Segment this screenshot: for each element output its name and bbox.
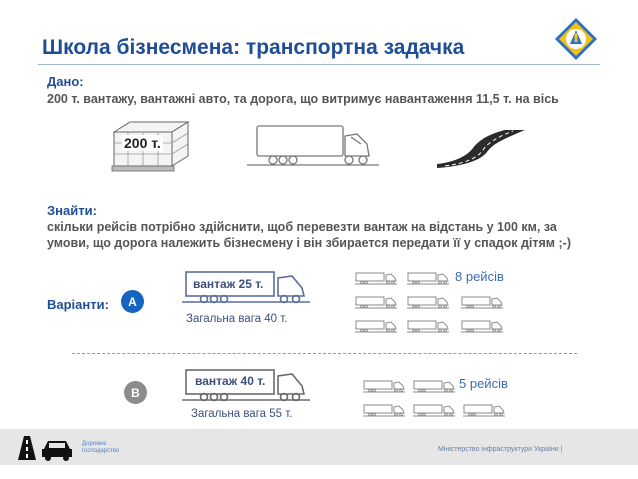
ukraine-road-emblem-icon	[553, 16, 599, 62]
cargo-weight-label: 200 т.	[124, 135, 161, 151]
find-text: скільки рейсів потрібно здійснити, щоб перевезти вантаж на відстань у 100 км, за умови, що дорога належить бізнесмену і він збирается передати її у спадок дітям ;-)	[47, 220, 571, 250]
small-truck-icon	[362, 378, 406, 394]
small-truck-icon	[362, 402, 406, 418]
small-truck-icon	[354, 270, 398, 286]
winding-road-icon	[435, 126, 527, 170]
variant-b-trips-count: 5 рейсів	[459, 376, 508, 391]
variants-separator	[72, 353, 577, 354]
small-truck-icon	[462, 402, 506, 418]
page-title: Школа бізнесмена: транспортна задачка	[42, 36, 465, 59]
small-truck-icon	[406, 318, 450, 334]
small-truck-icon	[354, 294, 398, 310]
truck-a-cargo-label: вантаж 25 т.	[193, 277, 264, 291]
small-truck-icon	[406, 294, 450, 310]
small-truck-icon	[406, 270, 450, 286]
small-truck-icon	[354, 318, 398, 334]
truck-b-cargo-label: вантаж 40 т.	[195, 374, 266, 388]
find-heading: Знайти:	[47, 203, 97, 218]
title-divider	[38, 64, 600, 65]
footer-org-line2: господарство	[82, 448, 120, 454]
small-truck-icon	[412, 378, 456, 394]
footer-org-line1: Дорожнє	[82, 441, 107, 447]
small-truck-icon	[412, 402, 456, 418]
footer-ministry-name: Міністерство інфраструктури України |	[438, 446, 563, 453]
small-truck-icon	[460, 318, 504, 334]
variant-a-trips-count: 8 рейсів	[455, 269, 504, 284]
small-truck-icon	[460, 294, 504, 310]
variant-b-badge: B	[124, 381, 147, 404]
road-and-car-logo-icon	[14, 435, 76, 461]
truck-b-total-weight: Загальна вага 55 т.	[191, 408, 293, 420]
truck-a-total-weight: Загальна вага 40 т.	[186, 313, 288, 325]
variants-label: Варіанти:	[47, 297, 109, 312]
given-text: 200 т. вантажу, вантажні авто, та дорога, що витримує навантаження 11,5 т. на вісь	[47, 92, 559, 106]
given-heading: Дано:	[47, 74, 84, 89]
variant-a-badge: A	[121, 290, 144, 313]
truck-sketch-illustration	[243, 120, 383, 170]
footer-org-name	[82, 441, 142, 455]
